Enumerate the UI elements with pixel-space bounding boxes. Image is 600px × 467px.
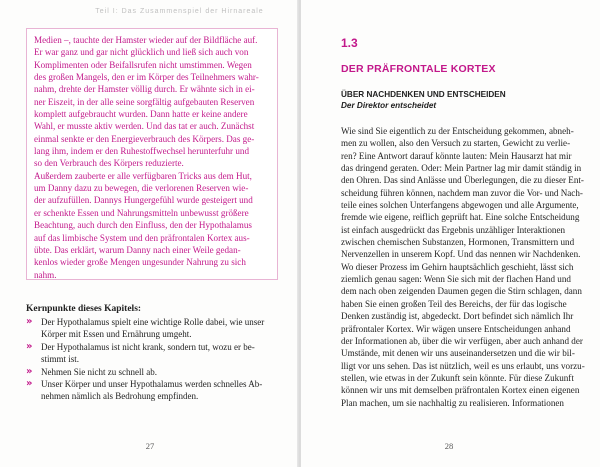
key-point-line: Unser Körper und unser Hypothalamus werden schnelles Ab- (41, 379, 263, 390)
key-point-item (26, 378, 276, 403)
body-line: das dringend geraten. Oder: Mein Partner lag mir damit ständig in (341, 163, 582, 174)
section-title: ÜBER NACHDENKEN UND ENTSCHEIDEN (341, 90, 506, 99)
section-subtitle: Der Direktor entscheidet (341, 101, 437, 110)
body-line: ziemlich genau sagen: Wenn Sie sich mit der flachen Hand und (341, 274, 571, 285)
key-points-title: Kernpunkte dieses Kapitels: (26, 304, 142, 314)
story-line: ner Eiszeit, in der alle seine sorgfältig aufgebauten Reserven (34, 96, 255, 107)
story-line: einmal senkte er den Energieverbrauch des Körpers. Das ge- (34, 133, 255, 144)
body-line: dem nach oben zeigenden Daumen gegen die Stirn schlagen, dann (341, 286, 582, 297)
story-line: nahm, drehte der Hamster völlig durch. Er wähnte sich in ei- (34, 84, 255, 95)
body-line: Denken zuständig ist, abgedeckt. Dort befindet sich nämlich Ihr (341, 311, 574, 322)
story-line: Medien –, tauchte der Hamster wieder auf der Bildfläche auf. (34, 35, 258, 45)
body-line: können wir uns mit demselben präfrontalen Kortex einen eigenen (341, 385, 580, 396)
key-point-item (26, 341, 276, 366)
key-points-list (26, 316, 276, 403)
story-line: um Danny dazu zu bewegen, die verlorenen Reserven wie- (34, 183, 249, 194)
body-line: Umstände, mit denen wir uns auseinandersetzen und die wir bil- (341, 348, 575, 359)
story-line: lang ihm, indem er den Ruhestoffwechsel herunterfuhr und (34, 146, 249, 157)
body-line: ren? Eine Antwort darauf könnte lauten: Mein Hausarzt hat mir (341, 150, 572, 161)
body-line: lligt vor uns sehen. Das ist nützlich, weil es uns erlaubt, uns vorzu- (341, 360, 585, 371)
story-line: auf das limbische System und den präfrontalen Kortex aus- (34, 232, 250, 243)
page-number-left: 27 (145, 441, 155, 451)
story-line: des großen Mangels, den er im Körper des Teilnehmers wahr- (34, 72, 259, 83)
body-line: scheidung führen können, nachdem man zuvor die Vor- und Nach- (341, 187, 583, 198)
story-line: Er war ganz und gar nicht glücklich und ließ sich auch von (34, 47, 249, 58)
left-page (0, 0, 299, 467)
key-point-line: stimmt ist. (41, 354, 80, 365)
key-point-line: Der Hypothalamus spielt eine wichtige Rolle dabei, wie unser (41, 317, 265, 327)
key-point-line: Körper mit Essen und Ernährung umgeht. (41, 329, 192, 340)
body-line: teile eines solchen Unterfangens abgewogen und alle Argumente, (341, 200, 579, 211)
body-line: der Informationen ab, über die wir verfügen, aber auch anhand der (341, 335, 583, 346)
chevron-bullet-icon: » (26, 365, 33, 377)
chevron-bullet-icon: » (26, 378, 33, 390)
story-line: er schenkte Essen und Nahrungsmitteln unbewusst größere (34, 207, 249, 218)
story-line: Wahl, er musste aktiv werden. Und das tat er auch. Zunächst (34, 121, 255, 132)
body-line: fremde wie eigene, reiflich geprüft hat. Eine solche Entscheidung (341, 212, 580, 223)
key-point-line: Nehmen Sie nicht zu schnell ab. (41, 366, 157, 377)
body-line: haben Sie einen großen Teil des Bereichs, der für das logische (341, 298, 567, 309)
story-line: Beachtung, auch durch den Einfluss, den der Hypothalamus (34, 220, 252, 231)
body-line: präfrontaler Kortex. Wir wägen unsere Entscheidungen anhand (341, 323, 571, 334)
story-line: kenlos wieder große Mengen ungesunder Nahrung zu sich (34, 257, 246, 268)
body-line: den Ohren. Das sind Anlässe und Überlegungen, die zu dieser Ent- (341, 175, 584, 186)
story-text (34, 34, 270, 281)
chapter-title: DER PRÄFRONTALE KORTEX (341, 63, 496, 75)
story-line: Außerdem zauberte er alle verfügbaren Tricks aus dem Hut, (34, 170, 252, 181)
right-page (301, 0, 600, 467)
chevron-bullet-icon: » (26, 316, 33, 327)
body-line: Nervenzellen in unserem Kopf. Und das nennen wir Nachdenken. (341, 249, 581, 260)
story-line: der aufzufüllen. Dannys Hungergefühl wurde gesteigert und (34, 195, 253, 206)
key-point-line: Der Hypothalamus ist nicht krank, sondern tut, wozu er be- (41, 341, 255, 352)
key-point-line: nehmen nämlich als Bedrohung empfinden. (41, 391, 199, 402)
body-text (341, 125, 591, 409)
body-line: men zu wollen, also den Versuch zu starten, Gewicht zu verlie- (341, 138, 571, 149)
chevron-bullet-icon: » (26, 340, 33, 352)
chapter-number: 1.3 (341, 36, 358, 50)
body-line: zwischen chemischen Substanzen, Hormonen, Transmittern und (341, 237, 575, 248)
story-line: übte. Das erklärt, warum Danny nach einer Weile gedan- (34, 244, 241, 255)
body-line: Wo dieser Prozess im Gehirn hauptsächlich geschieht, lässt sich (341, 261, 574, 272)
body-line: ist einfach ausgedrückt das Ergebnis unzähliger Interaktionen (341, 224, 566, 235)
story-line: komplett aufgebraucht wurden. Dann hatte er keine andere (34, 109, 248, 120)
body-line: stellen, wie etwas in der Zukunft sein könnte. Für diese Zukunft (341, 372, 574, 383)
story-line: nahm. (34, 269, 57, 280)
story-line: so den Verbrauch des Körpers reduzierte. (34, 158, 184, 169)
body-line: Wie sind Sie eigentlich zu der Entscheidung gekommen, abneh- (341, 126, 574, 136)
page-number-right: 28 (444, 441, 454, 451)
key-point-item (26, 316, 276, 341)
running-head: Teil I: Das Zusammenspiel der Hirnareale (95, 8, 264, 15)
key-point-item (26, 366, 276, 378)
story-line: Komplimenten oder Beifallsrufen nicht umstimmen. Wegen (34, 59, 252, 70)
body-line: Plan machen, um sie nachhaltig zu realisieren. Informationen (341, 397, 564, 408)
